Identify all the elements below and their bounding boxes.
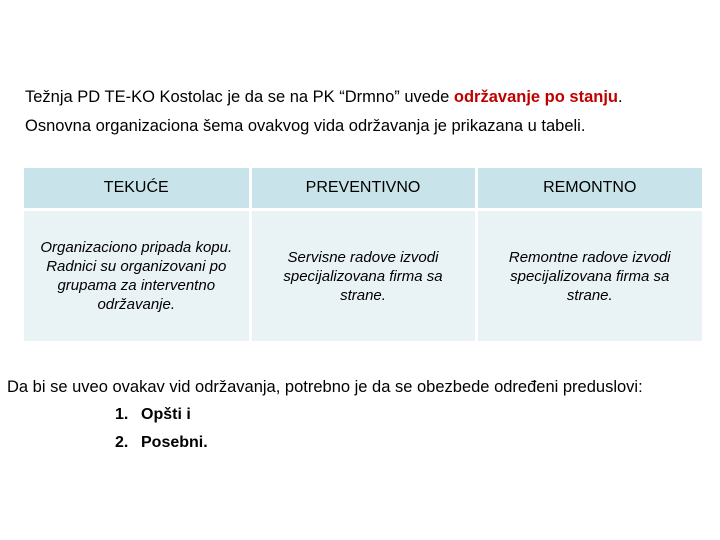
intro-line-1-end: .	[618, 88, 623, 106]
list-item-label: Opšti i	[141, 406, 191, 423]
cell-tekuce: Organizaciono pripada kopu. Radnici su organizovani po grupama za interventno održavanje.	[24, 210, 250, 342]
preconditions-list	[115, 402, 208, 458]
header-remontno: REMONTNO	[476, 168, 702, 210]
intro-line-2: Osnovna organizaciona šema ovakvog vida održavanja je prikazana u tabeli.	[25, 117, 586, 135]
header-tekuce: TEKUĆE	[24, 168, 250, 210]
header-preventivno: PREVENTIVNO	[250, 168, 476, 210]
highlight-term: održavanje po stanju	[453, 88, 619, 106]
cell-preventivno: Servisne radove izvodi specijalizovana firma sa strane.	[250, 210, 476, 342]
table-header-row	[24, 168, 702, 210]
list-item	[115, 430, 208, 456]
list-item-label: Posebni.	[141, 434, 208, 451]
list-item-number: 1.	[115, 406, 129, 423]
maintenance-table	[24, 168, 702, 341]
intro-line-1	[25, 85, 715, 109]
list-item-number: 2.	[115, 434, 129, 451]
table-row	[24, 210, 702, 342]
intro-text	[25, 85, 715, 138]
list-item	[115, 402, 208, 428]
conditions-text: Da bi se uveo ovakav vid održavanja, potrebno je da se obezbede određeni preduslovi:	[7, 378, 643, 396]
cell-remontno: Remontne radove izvodi specijalizovana firma sa strane.	[476, 210, 702, 342]
intro-line-1-start: Težnja PD TE-KO Kostolac je da se na PK “Drmno” uvede	[25, 88, 454, 106]
